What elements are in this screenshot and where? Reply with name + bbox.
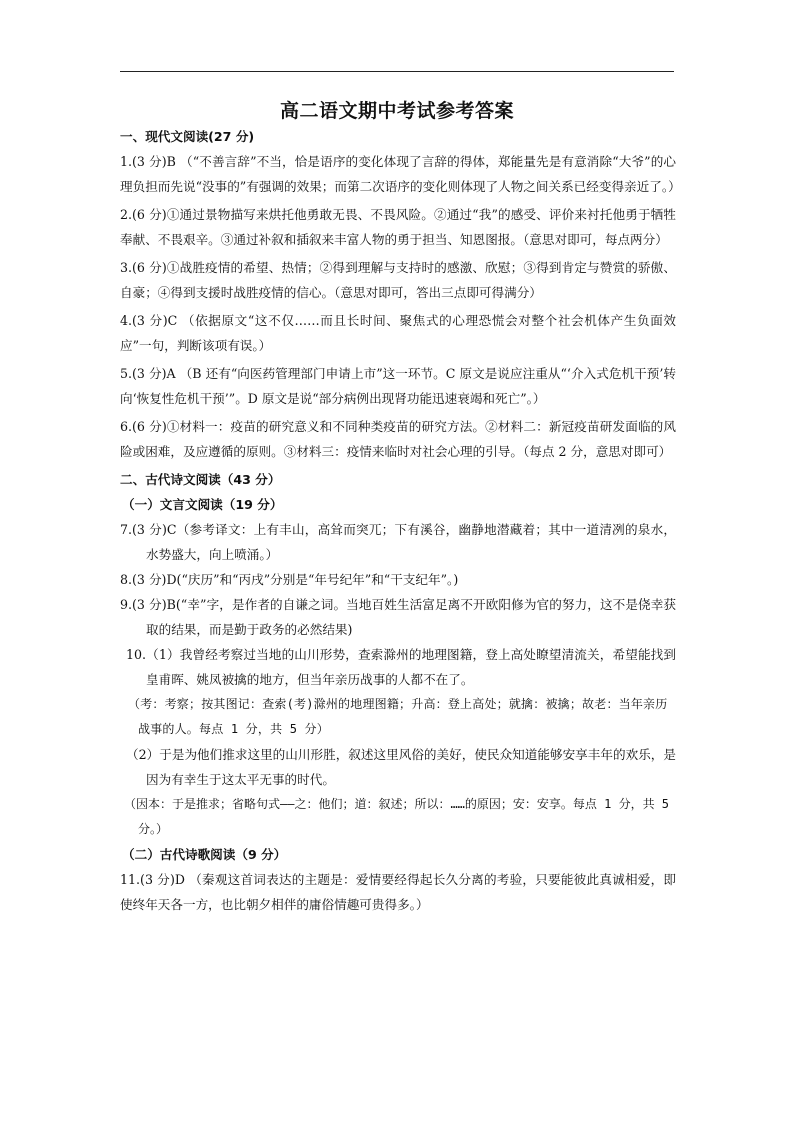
header-rule [120, 71, 674, 72]
answer-1: 1.(3 分)B （“不善言辞”不当，恰是语序的变化体现了言辞的得体，郑能量先是有意消除“大爷”的心理负担而先说“没事的”有强调的效果；而第二次语序的变化则体现了人物之间关系已经变得亲近了。） [120, 154, 681, 194]
subsection-heading-classical-poetry: （二）古代诗歌阅读（9 分） [122, 847, 287, 862]
answer-10-part-2-scoring-note: （因本：于是推求；省略句式——之：他们；道：叙述；所以：……的原因；安：安享。每点 1 分，共 5 分。） [124, 797, 670, 836]
answer-3: 3.(6 分)①战胜疫情的希望、热情；②得到理解与支持时的感激、欣慰；③得到肯定与赞赏的骄傲、自豪；④得到支援时战胜疫情的信心。（意思对即可，答出三点即可得满分） [120, 260, 676, 300]
page-title: 高二语文期中考试参考答案 [279, 100, 514, 122]
answer-body [120, 124, 681, 920]
section-heading-classical-reading: 二、古代诗文阅读（43 分） [120, 472, 281, 487]
answer-11: 11.(3 分)D （秦观这首词表达的主题是：爱情要经得起长久分离的考验，只要能彼此真诚相爱，即使终年天各一方，也比朝夕相伴的庸俗情趣可贵得多。） [120, 872, 676, 912]
answer-9: 9.(3 分)B(“幸”字，是作者的自谦之词。当地百姓生活富足离不开欧阳修为官的努力，这不是侥幸获取的结果，而是勤于政务的必然结果) [120, 597, 676, 637]
answer-8: 8.(3 分)D(“庆历”和“丙戌”分别是“年号纪年”和“干支纪年”。) [120, 572, 459, 587]
section-heading-modern-reading: 一、现代文阅读(27 分) [120, 129, 255, 144]
answer-6: 6.(6 分)①材料一：疫苗的研究意义和不同种类疫苗的研究方法。②材料二：新冠疫苗研发面临的风险或困难，及应遵循的原则。③材料三：疫情来临时对社会心理的引导。（每点 2 分，意思对即可） [120, 419, 676, 459]
answer-10-part-1: 10.（1）我曾经考察过当地的山川形势，查索滁州的地理图籍，登上高处瞭望清流关，希望能找到皇甫晖、姚凤被擒的地方，但当年亲历战事的人都不在了。 [126, 647, 676, 687]
answer-5: 5.(3 分)A （B 还有“向医药管理部门申请上市”这一环节。C 原文是说应注重从“‘介入式危机干预’转向‘恢复性危机干预’”。D 原文是说“部分病例出现肾功能迅速衰竭和死亡”。） [120, 366, 676, 406]
subsection-heading-classical-prose: （一）文言文阅读（19 分） [122, 497, 283, 512]
answer-2: 2.(6 分)①通过景物描写来烘托他勇敢无畏、不畏风险。②通过“我”的感受、评价来衬托他勇于牺牲奉献、不畏艰辛。③通过补叙和插叙来丰富人物的勇于担当、知恩图报。（意思对即可，每点两分） [120, 207, 676, 247]
answer-10-part-2: （2）于是为他们推求这里的山川形胜，叙述这里风俗的美好，使民众知道能够安享丰年的欢乐，是因为有幸生于这太平无事的时代。 [126, 747, 676, 787]
answer-4: 4.(3 分)C （依据原文“这不仅……而且长时间、聚焦式的心理恐慌会对整个社会机体产生负面效应”一句，判断该项有误。） [120, 313, 676, 353]
answer-7: 7.(3 分)C（参考译文：上有丰山，高耸而突兀；下有溪谷，幽静地潜藏着；其中一道清冽的泉水，水势盛大，向上喷涌。） [120, 522, 676, 562]
answer-10-part-1-scoring-note: （考：考察；按其图记：查索(考)滁州的地理图籍；升高：登上高处；就擒：被擒；故老：当年亲历战事的人。每点 1 分，共 5 分） [128, 697, 668, 736]
